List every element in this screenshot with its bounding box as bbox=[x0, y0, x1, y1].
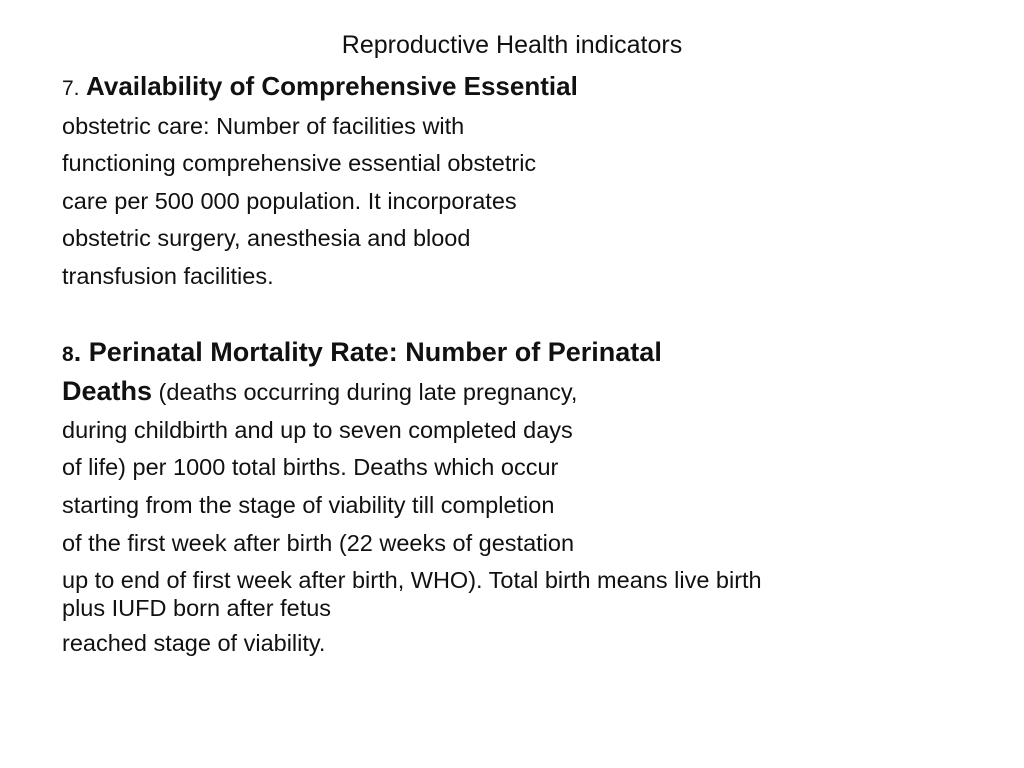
item-8-line-4: of the first week after birth (22 weeks of gestation bbox=[62, 529, 575, 556]
item-7-line-1: obstetric care: Number of facilities with bbox=[62, 112, 465, 139]
item-7-line-3: care per 500 000 population. It incorporates bbox=[62, 187, 517, 214]
item-8-heading: . Perinatal Mortality Rate: Number of Perinatal bbox=[73, 336, 662, 367]
item-8-line-3: starting from the stage of viability till completion bbox=[62, 491, 555, 518]
item-7-number: 7. bbox=[62, 77, 80, 100]
item-7-line-5: transfusion facilities. bbox=[62, 262, 274, 289]
item-8-line-2: of life) per 1000 total births. Deaths which occur bbox=[62, 454, 559, 481]
item-7-line-2: functioning comprehensive essential obstetric bbox=[62, 150, 537, 177]
item-7-heading-line bbox=[62, 68, 982, 108]
item-7-heading: Availability of Comprehensive Essential bbox=[86, 71, 578, 101]
item-8-heading-line bbox=[62, 334, 982, 374]
slide-body bbox=[62, 68, 982, 660]
item-8-line-1: during childbirth and up to seven completed days bbox=[62, 416, 573, 443]
item-8-heading-rest: (deaths occurring during late pregnancy, bbox=[152, 379, 578, 406]
item-8-line-5: up to end of first week after birth, WHO). Total birth means live birth bbox=[62, 567, 762, 594]
slide-title: Reproductive Health indicators bbox=[341, 31, 683, 59]
item-8-line-7: reached stage of viability. bbox=[62, 630, 326, 657]
item-8-heading-deaths: Deaths bbox=[62, 376, 153, 407]
item-8-heading-line-2 bbox=[62, 373, 982, 412]
paragraph-gap bbox=[62, 296, 982, 334]
item-8-line-6: plus IUFD born after fetus bbox=[62, 595, 332, 622]
item-8-number: 8 bbox=[62, 342, 74, 366]
item-7-line-4: obstetric surgery, anesthesia and blood bbox=[62, 225, 471, 252]
